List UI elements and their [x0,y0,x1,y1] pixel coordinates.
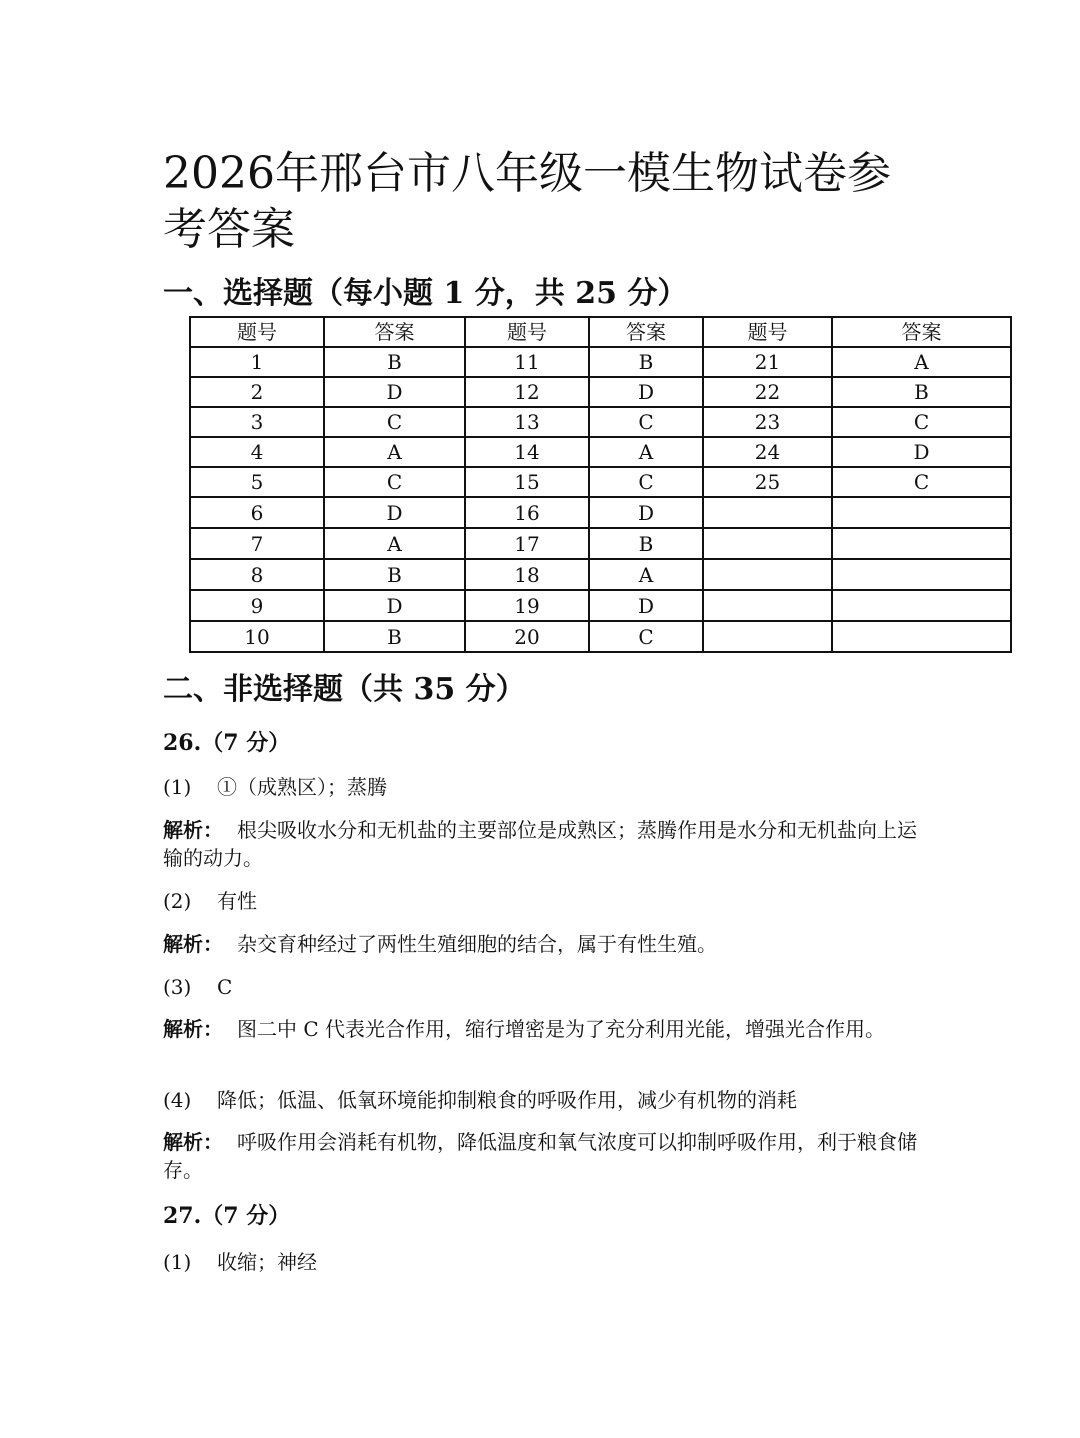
cell-question-no: 24 [703,437,832,467]
cell-question-no: 18 [465,559,589,590]
cell-question-no: 20 [465,621,589,652]
q26-explanation-4 [163,1128,923,1184]
cell-answer: D [324,590,465,621]
cell-question-no: 19 [465,590,589,621]
cell-answer [832,590,1011,621]
cell-answer: D [324,497,465,528]
cell-answer [832,497,1011,528]
cell-answer: D [324,377,465,407]
q26-answer-4 [163,1086,923,1114]
cell-question-no [703,497,832,528]
table-row [190,559,1011,590]
cell-question-no: 2 [190,377,324,407]
table-row [190,377,1011,407]
table-row [190,347,1011,377]
cell-answer: B [832,377,1011,407]
cell-answer: C [589,407,703,437]
q26-explanation-2 [163,930,923,958]
cell-answer: B [324,347,465,377]
cell-question-no: 14 [465,437,589,467]
answer-text: ①（成熟区）；蒸腾 [217,775,387,799]
cell-answer: D [589,377,703,407]
cell-question-no: 25 [703,467,832,497]
cell-question-no: 11 [465,347,589,377]
cell-answer: D [589,497,703,528]
cell-question-no: 9 [190,590,324,621]
cell-answer [832,621,1011,652]
cell-question-no: 16 [465,497,589,528]
cell-answer: B [324,621,465,652]
cell-question-no: 7 [190,528,324,559]
cell-answer: A [589,559,703,590]
q27-answer-1 [163,1248,923,1276]
cell-question-no: 22 [703,377,832,407]
table-row [190,621,1011,652]
question-26-title: 26.（7 分） [163,730,291,756]
cell-answer [832,528,1011,559]
cell-question-no [703,528,832,559]
explanation-label: 解析： [163,1017,223,1041]
cell-question-no [703,559,832,590]
cell-question-no: 10 [190,621,324,652]
section-2-heading: 二、非选择题（共 35 分） [163,672,526,707]
table-row [190,467,1011,497]
cell-question-no: 12 [465,377,589,407]
table-row [190,497,1011,528]
cell-answer: C [832,467,1011,497]
cell-question-no: 8 [190,559,324,590]
answer-text: C [217,975,233,999]
cell-question-no: 1 [190,347,324,377]
q26-explanation-1 [163,816,923,872]
cell-answer: D [832,437,1011,467]
header-question-no: 题号 [703,317,832,347]
answer-number: (4) [163,1088,192,1112]
cell-answer [832,559,1011,590]
cell-answer: C [324,467,465,497]
cell-answer: D [589,590,703,621]
table-row [190,590,1011,621]
cell-question-no: 21 [703,347,832,377]
answer-text: 降低；低温、低氧环境能抑制粮食的呼吸作用，减少有机物的消耗 [217,1088,797,1112]
header-answer: 答案 [589,317,703,347]
cell-answer: A [324,528,465,559]
cell-question-no: 15 [465,467,589,497]
answer-number: (2) [163,889,192,913]
header-answer: 答案 [832,317,1011,347]
cell-question-no [703,621,832,652]
q26-answer-2 [163,887,923,915]
cell-question-no: 13 [465,407,589,437]
answer-table-body [190,347,1011,652]
cell-question-no: 6 [190,497,324,528]
cell-question-no: 5 [190,467,324,497]
answer-number: (3) [163,975,192,999]
document-title: 2026年邢台市八年级一模生物试卷参考答案 [163,148,891,255]
cell-answer: C [589,621,703,652]
cell-answer: B [589,528,703,559]
table-row [190,437,1011,467]
header-question-no: 题号 [465,317,589,347]
explanation-text: 呼吸作用会消耗有机物，降低温度和氧气浓度可以抑制呼吸作用，利于粮食储存。 [163,1130,917,1182]
cell-answer: A [589,437,703,467]
q26-answer-1 [163,773,923,801]
cell-answer: A [832,347,1011,377]
explanation-text: 根尖吸收水分和无机盐的主要部位是成熟区；蒸腾作用是水分和无机盐向上运输的动力。 [163,818,917,870]
answer-number: (1) [163,775,192,799]
answer-table-header-row [190,317,1011,347]
cell-answer: C [589,467,703,497]
answer-table [189,316,1012,653]
table-row [190,407,1011,437]
answer-text: 收缩；神经 [217,1250,317,1274]
q26-answer-3 [163,973,923,1001]
q26-explanation-3 [163,1015,923,1043]
explanation-label: 解析： [163,818,223,842]
cell-answer: A [324,437,465,467]
explanation-text: 杂交育种经过了两性生殖细胞的结合，属于有性生殖。 [237,932,717,956]
cell-answer: B [324,559,465,590]
cell-answer: C [324,407,465,437]
section-1-heading: 一、选择题（每小题 1 分，共 25 分） [163,276,688,311]
cell-answer: C [832,407,1011,437]
answer-number: (1) [163,1250,192,1274]
explanation-label: 解析： [163,1130,223,1154]
answer-text: 有性 [217,889,257,913]
cell-question-no [703,590,832,621]
cell-question-no: 3 [190,407,324,437]
cell-question-no: 17 [465,528,589,559]
table-row [190,528,1011,559]
question-27-title: 27.（7 分） [163,1203,291,1229]
explanation-label: 解析： [163,932,223,956]
cell-question-no: 23 [703,407,832,437]
cell-answer: B [589,347,703,377]
header-question-no: 题号 [190,317,324,347]
explanation-text: 图二中 C 代表光合作用，缩行增密是为了充分利用光能，增强光合作用。 [237,1017,886,1041]
cell-question-no: 4 [190,437,324,467]
header-answer: 答案 [324,317,465,347]
